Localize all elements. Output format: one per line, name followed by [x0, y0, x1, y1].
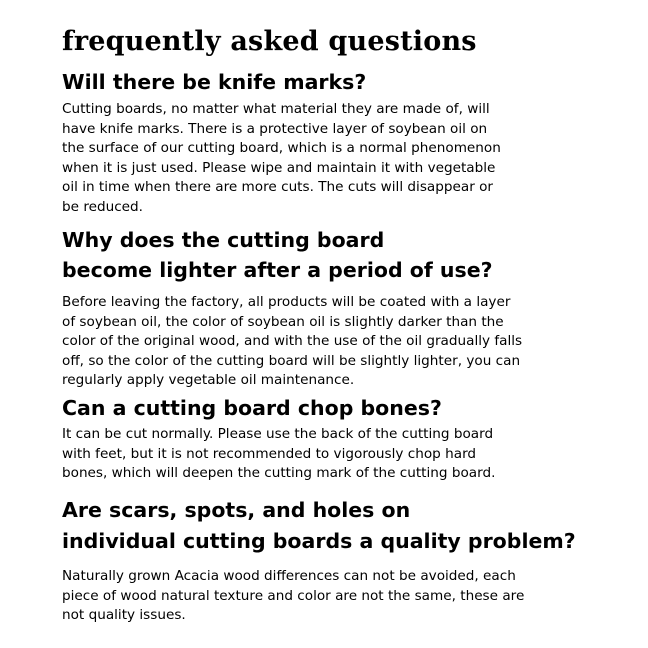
faq-answer-line: off, so the color of the cutting board will be slightly lighter, you can [62, 352, 521, 369]
faq-question-line: become lighter after a period of use? [62, 258, 493, 282]
faq-answer [62, 100, 622, 218]
faq-answer-line: bones, which will deepen the cutting mark of the cutting board. [62, 465, 496, 482]
faq-answer-line: have knife marks. There is a protective layer of soybean oil on [62, 120, 488, 137]
faq-answer-line: not quality issues. [62, 607, 186, 624]
faq-item-lighter-color [62, 225, 622, 391]
faq-question-line: Will there be knife marks? [62, 70, 367, 94]
faq-question-line: individual cutting boards a quality problem? [62, 529, 576, 553]
faq-answer-line: Naturally grown Acacia wood differences can not be avoided, each [62, 568, 516, 584]
faq-answer [62, 567, 622, 626]
faq-answer [62, 293, 622, 391]
faq-question [62, 68, 622, 96]
faq-question-line: Are scars, spots, and holes on [62, 498, 411, 522]
faq-answer-line: color of the original wood, and with the use of the oil gradually falls [62, 333, 523, 350]
faq-answer-line: the surface of our cutting board, which is a normal phenomenon [62, 140, 501, 157]
faq-item-chop-bones [62, 394, 622, 484]
faq-answer-line: piece of wood natural texture and color are not the same, these are [62, 587, 525, 604]
faq-question [62, 495, 622, 557]
faq-question [62, 394, 622, 422]
page-title: frequently asked questions [62, 26, 477, 57]
faq-answer [62, 425, 622, 484]
faq-answer-line: Cutting boards, no matter what material they are made of, will [62, 101, 490, 117]
faq-question-line: Why does the cutting board [62, 228, 385, 252]
faq-answer-line: It can be cut normally. Please use the back of the cutting board [62, 426, 494, 442]
faq-item-quality-problem [62, 495, 622, 626]
faq-answer-line: Before leaving the factory, all products will be coated with a layer [62, 294, 511, 310]
faq-item-knife-marks [62, 68, 622, 218]
faq-question [62, 225, 622, 285]
faq-answer-line: oil in time when there are more cuts. The cuts will disappear or [62, 179, 494, 196]
faq-answer-line: regularly apply vegetable oil maintenance. [62, 372, 355, 389]
faq-question-line: Can a cutting board chop bones? [62, 396, 442, 420]
faq-answer-line: with feet, but it is not recommended to vigorously chop hard [62, 445, 477, 462]
faq-answer-line: be reduced. [62, 198, 143, 215]
faq-answer-line: when it is just used. Please wipe and maintain it with vegetable [62, 159, 496, 176]
faq-answer-line: of soybean oil, the color of soybean oil is slightly darker than the [62, 313, 504, 330]
